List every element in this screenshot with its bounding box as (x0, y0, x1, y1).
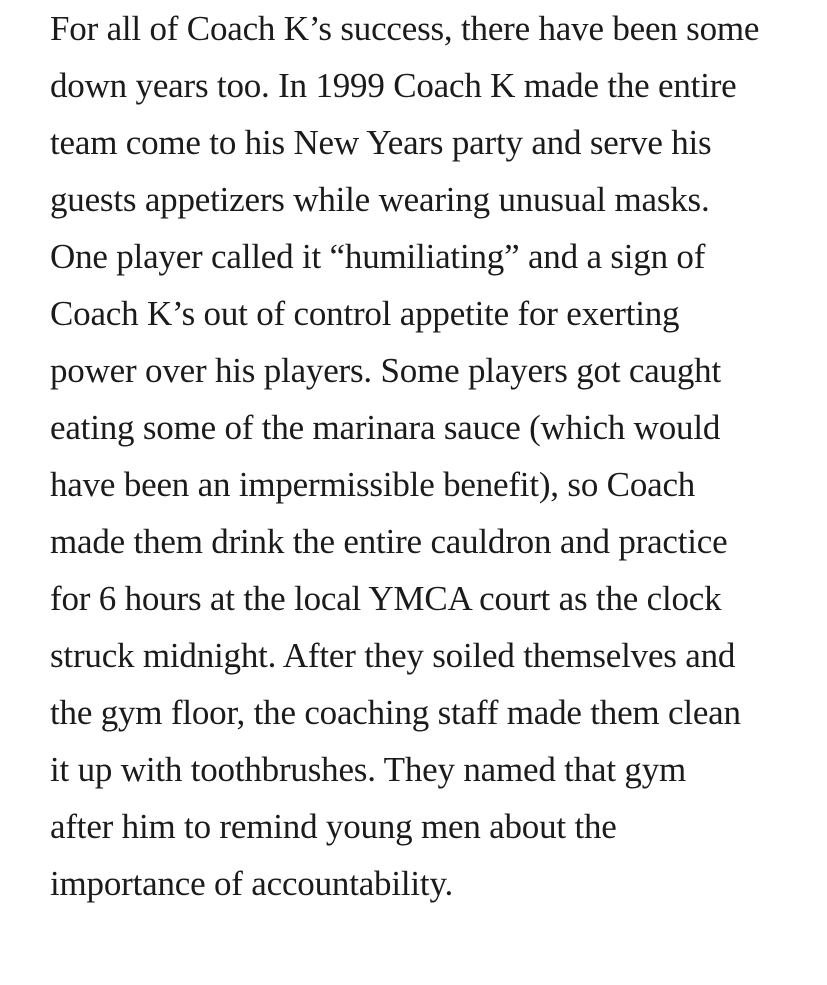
paragraph-line-12: struck midnight. After they soiled themselves and (50, 636, 736, 675)
paragraph-line-8: eating some of the marinara sauce (which would (50, 408, 721, 447)
paragraph-line-1: For all of Coach K’s success, there have been some (50, 9, 760, 48)
paragraph-line-14: it up with toothbrushes. They named that gym (50, 750, 687, 789)
paragraph-line-4: guests appetizers while wearing unusual masks. (50, 180, 710, 219)
paragraph-line-7: power over his players. Some players got caught (50, 351, 721, 390)
paragraph-line-2: down years too. In 1999 Coach K made the entire (50, 66, 737, 105)
paragraph-line-6: Coach K’s out of control appetite for exerting (50, 294, 680, 333)
paragraph-line-9: have been an impermissible benefit), so Coach (50, 465, 696, 504)
paragraph-line-3: team come to his New Years party and serve his (50, 123, 712, 162)
paragraph-line-16: importance of accountability. (50, 864, 454, 903)
paragraph-line-5: One player called it “humiliating” and a sign of (50, 237, 706, 276)
paragraph-line-11: for 6 hours at the local YMCA court as the clock (50, 579, 722, 618)
paragraph-line-15: after him to remind young men about the (50, 807, 617, 846)
paragraph-line-10: made them drink the entire cauldron and practice (50, 522, 728, 561)
paragraph-line-13: the gym floor, the coaching staff made them clean (50, 693, 741, 732)
article-paragraph (50, 0, 810, 912)
